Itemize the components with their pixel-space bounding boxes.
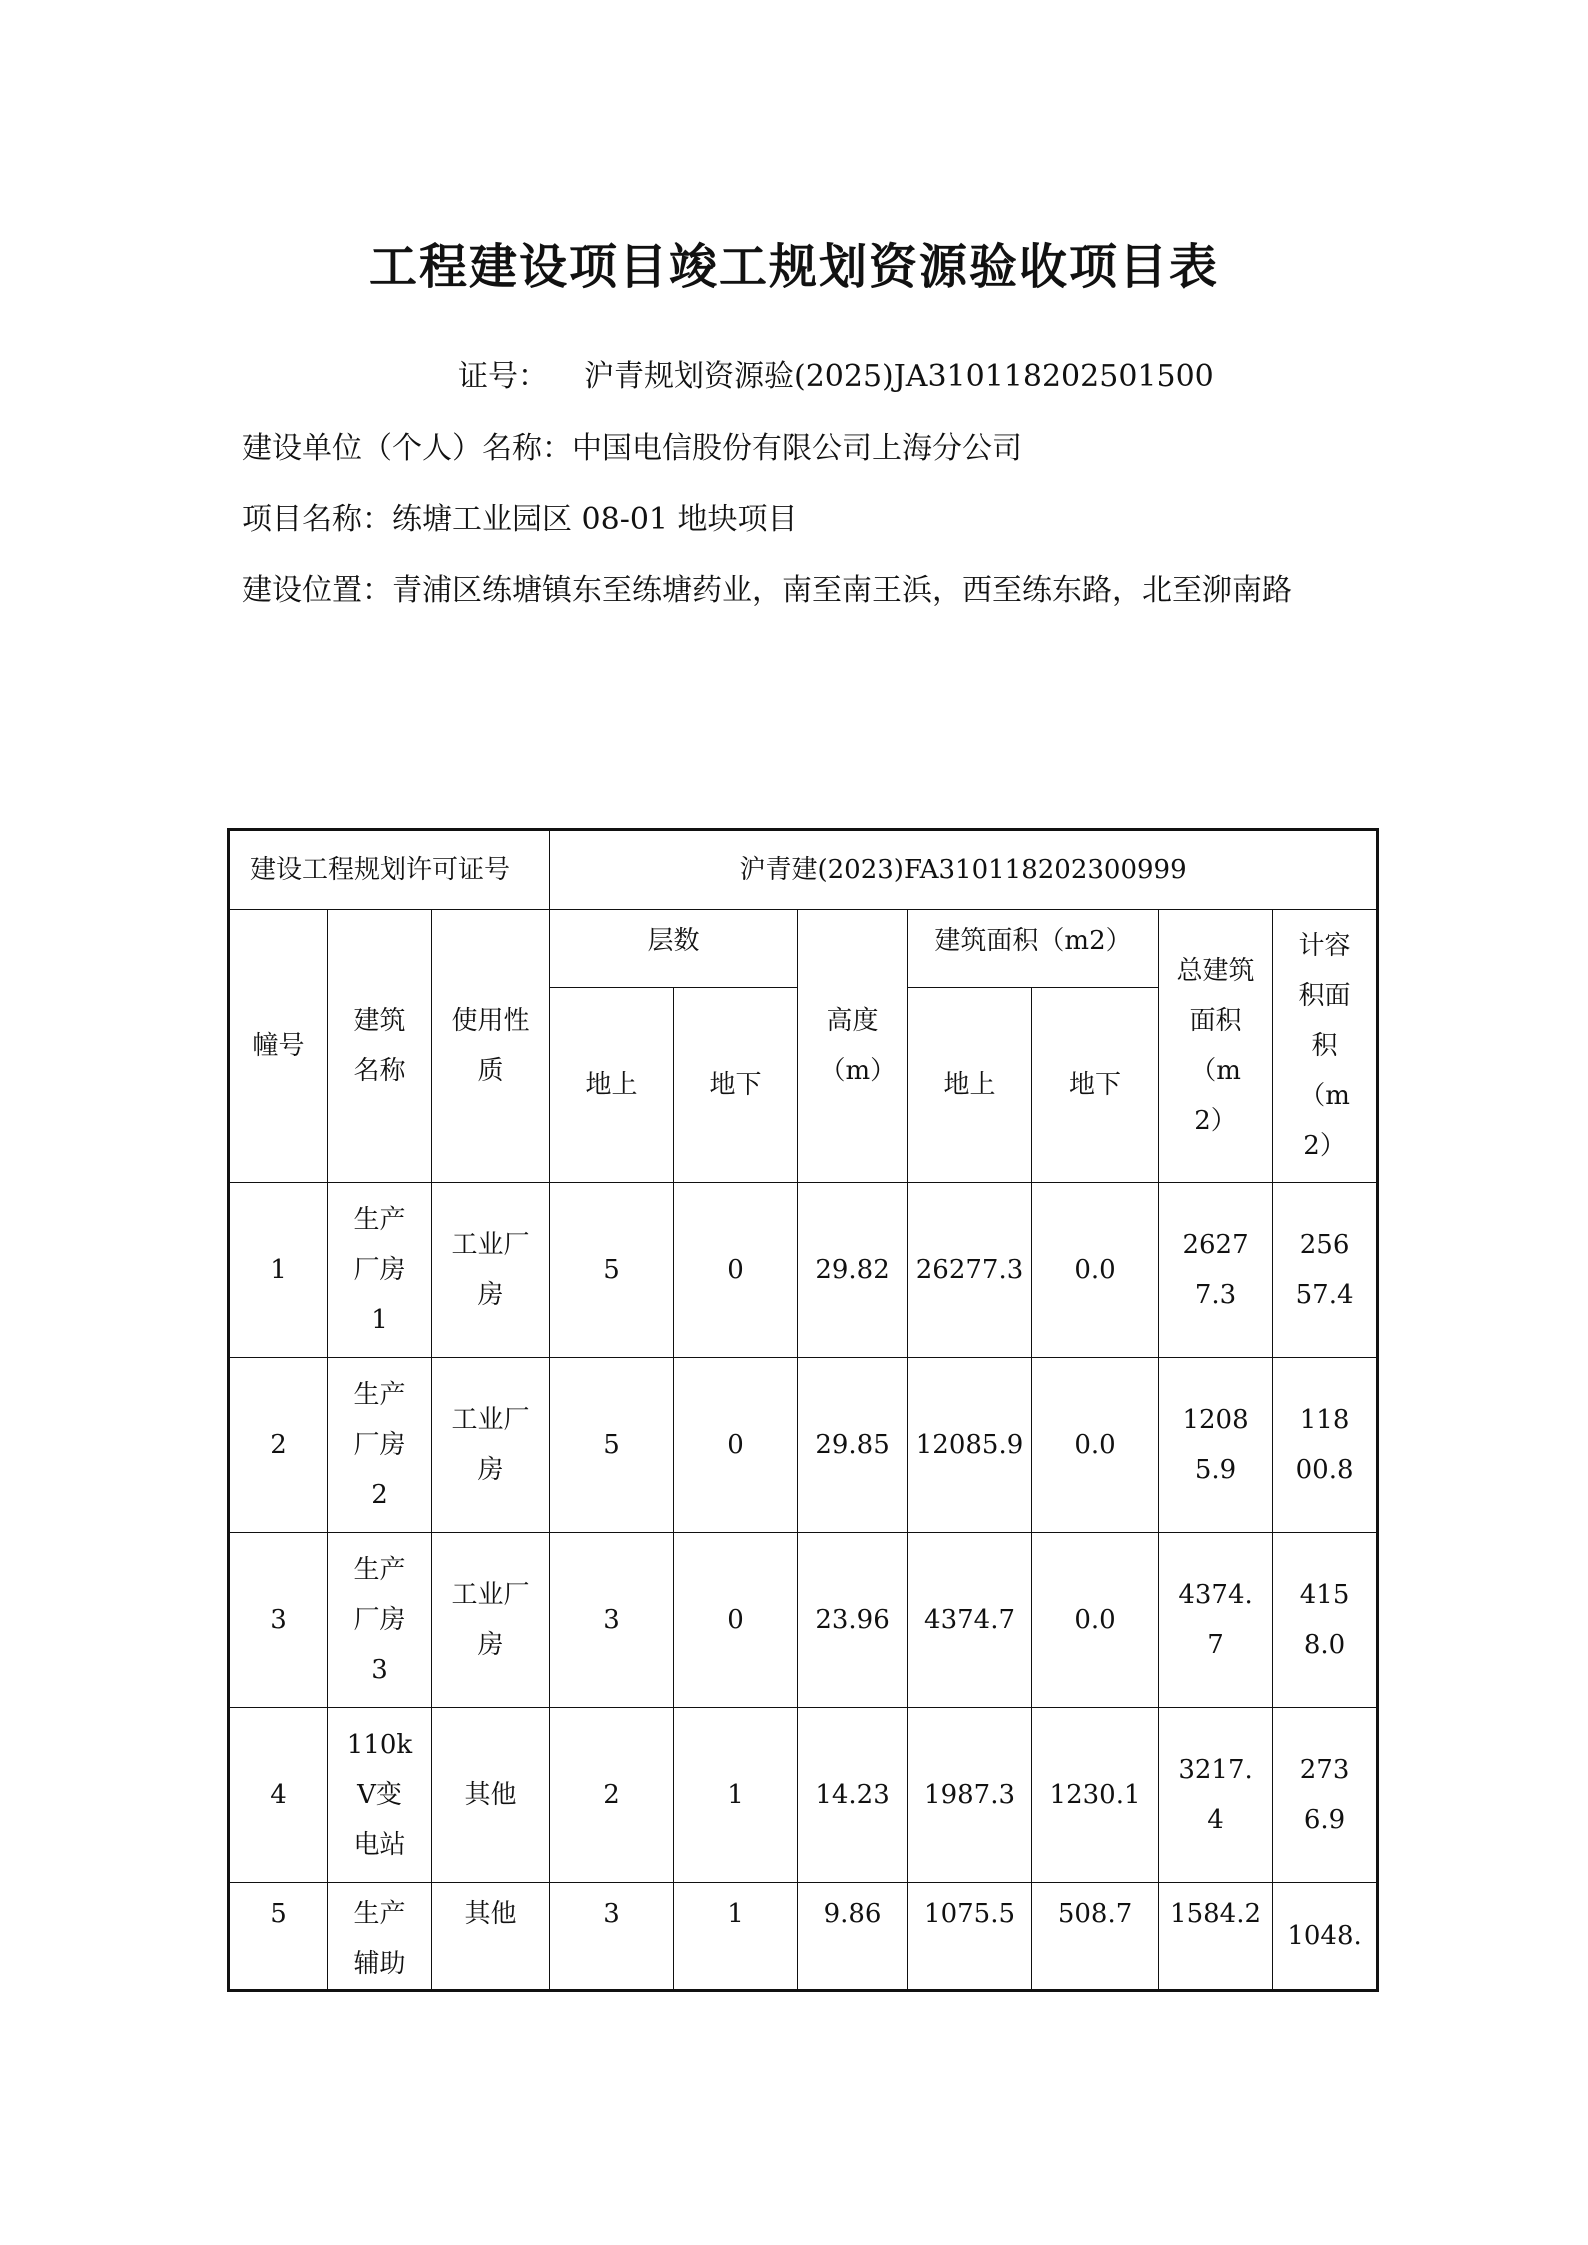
cell-building-no: 4 (229, 1708, 328, 1883)
cell-building-no: 2 (229, 1358, 328, 1533)
table-row (229, 1883, 1378, 1991)
cell-height: 9.86 (798, 1883, 908, 1991)
cell-area-below: 0.0 (1032, 1183, 1159, 1358)
cell-area-above: 4374.7 (908, 1533, 1032, 1708)
cell-building-name: 生产厂房1 (328, 1183, 432, 1358)
cell-floors-below: 0 (674, 1358, 798, 1533)
cell-building-name: 生产辅助 (328, 1883, 432, 1991)
cell-area-below: 0.0 (1032, 1358, 1159, 1533)
cell-area-below: 508.7 (1032, 1883, 1159, 1991)
cell-building-no: 3 (229, 1533, 328, 1708)
project-line (242, 499, 798, 541)
cell-building-no: 1 (229, 1183, 328, 1358)
cell-building-name: 110kV变电站 (328, 1708, 432, 1883)
project-label: 项目名称： (242, 502, 392, 537)
cell-usage: 工业厂房 (432, 1183, 550, 1358)
cell-floors-below: 0 (674, 1183, 798, 1358)
header-area-above: 地上 (908, 988, 1032, 1183)
cell-usage: 工业厂房 (432, 1358, 550, 1533)
table-row (229, 1358, 1378, 1533)
cell-building-no: 5 (229, 1883, 328, 1991)
cell-total-area: 1584.2 (1159, 1883, 1273, 1991)
cell-floors-below: 1 (674, 1883, 798, 1991)
cell-floors-above: 2 (550, 1708, 674, 1883)
cell-height: 23.96 (798, 1533, 908, 1708)
acceptance-table (227, 828, 1379, 1992)
cell-building-name: 生产厂房2 (328, 1358, 432, 1533)
cell-area-below: 1230.1 (1032, 1708, 1159, 1883)
header-usage: 使用性质 (432, 910, 550, 1183)
cell-area-above: 12085.9 (908, 1358, 1032, 1533)
cell-total-area: 12085.9 (1159, 1358, 1273, 1533)
header-floors-below: 地下 (674, 988, 798, 1183)
header-area: 建筑面积（m2） (908, 910, 1159, 988)
cell-floors-below: 1 (674, 1708, 798, 1883)
cell-area-above: 26277.3 (908, 1183, 1032, 1358)
page-title: 工程建设项目竣工规划资源验收项目表 (368, 239, 1219, 295)
cell-floors-above: 5 (550, 1358, 674, 1533)
cell-usage: 工业厂房 (432, 1533, 550, 1708)
cell-building-name: 生产厂房3 (328, 1533, 432, 1708)
permit-number: 沪青建(2023)FA310118202300999 (550, 830, 1378, 910)
location-value: 青浦区练塘镇东至练塘药业，南至南王浜，西至练东路，北至泖南路 (392, 573, 1292, 608)
builder-label: 建设单位（个人）名称： (242, 431, 572, 466)
certificate-number: 沪青规划资源验(2025)JA310118202501500 (584, 359, 1214, 394)
permit-label: 建设工程规划许可证号 (229, 830, 550, 910)
location-line (242, 570, 1352, 612)
cell-usage: 其他 (432, 1883, 550, 1991)
builder-name: 中国电信股份有限公司上海分公司 (572, 431, 1022, 466)
cell-far-area: 2736.9 (1273, 1708, 1378, 1883)
builder-line (242, 428, 1022, 470)
header-building-no: 幢号 (229, 910, 328, 1183)
header-total-area: 总建筑面积（m2） (1159, 910, 1273, 1183)
header-far-area: 计容积面积（m2） (1273, 910, 1378, 1183)
certificate-line (458, 356, 1214, 398)
cell-far-area: 4158.0 (1273, 1533, 1378, 1708)
cell-floors-above: 3 (550, 1883, 674, 1991)
cell-area-above: 1987.3 (908, 1708, 1032, 1883)
cell-floors-below: 0 (674, 1533, 798, 1708)
certificate-label: 证号： (458, 359, 548, 394)
table-row (229, 1533, 1378, 1708)
cell-height: 14.23 (798, 1708, 908, 1883)
cell-far-area: 25657.4 (1273, 1183, 1378, 1358)
cell-height: 29.82 (798, 1183, 908, 1358)
cell-total-area: 26277.3 (1159, 1183, 1273, 1358)
cell-usage: 其他 (432, 1708, 550, 1883)
cell-total-area: 3217.4 (1159, 1708, 1273, 1883)
header-floors: 层数 (550, 910, 798, 988)
cell-area-below: 0.0 (1032, 1533, 1159, 1708)
header-height: 高度（m） (798, 910, 908, 1183)
table-row (229, 1183, 1378, 1358)
cell-total-area: 4374.7 (1159, 1533, 1273, 1708)
cell-far-area: 11800.8 (1273, 1358, 1378, 1533)
cell-height: 29.85 (798, 1358, 908, 1533)
project-name: 练塘工业园区 08-01 地块项目 (392, 502, 798, 537)
header-floors-above: 地上 (550, 988, 674, 1183)
cell-area-above: 1075.5 (908, 1883, 1032, 1991)
header-area-below: 地下 (1032, 988, 1159, 1183)
cell-floors-above: 5 (550, 1183, 674, 1358)
location-label: 建设位置： (242, 573, 392, 608)
cell-far-area: 1048. (1273, 1883, 1378, 1991)
table-row (229, 1708, 1378, 1883)
header-building-name: 建筑名称 (328, 910, 432, 1183)
cell-floors-above: 3 (550, 1533, 674, 1708)
